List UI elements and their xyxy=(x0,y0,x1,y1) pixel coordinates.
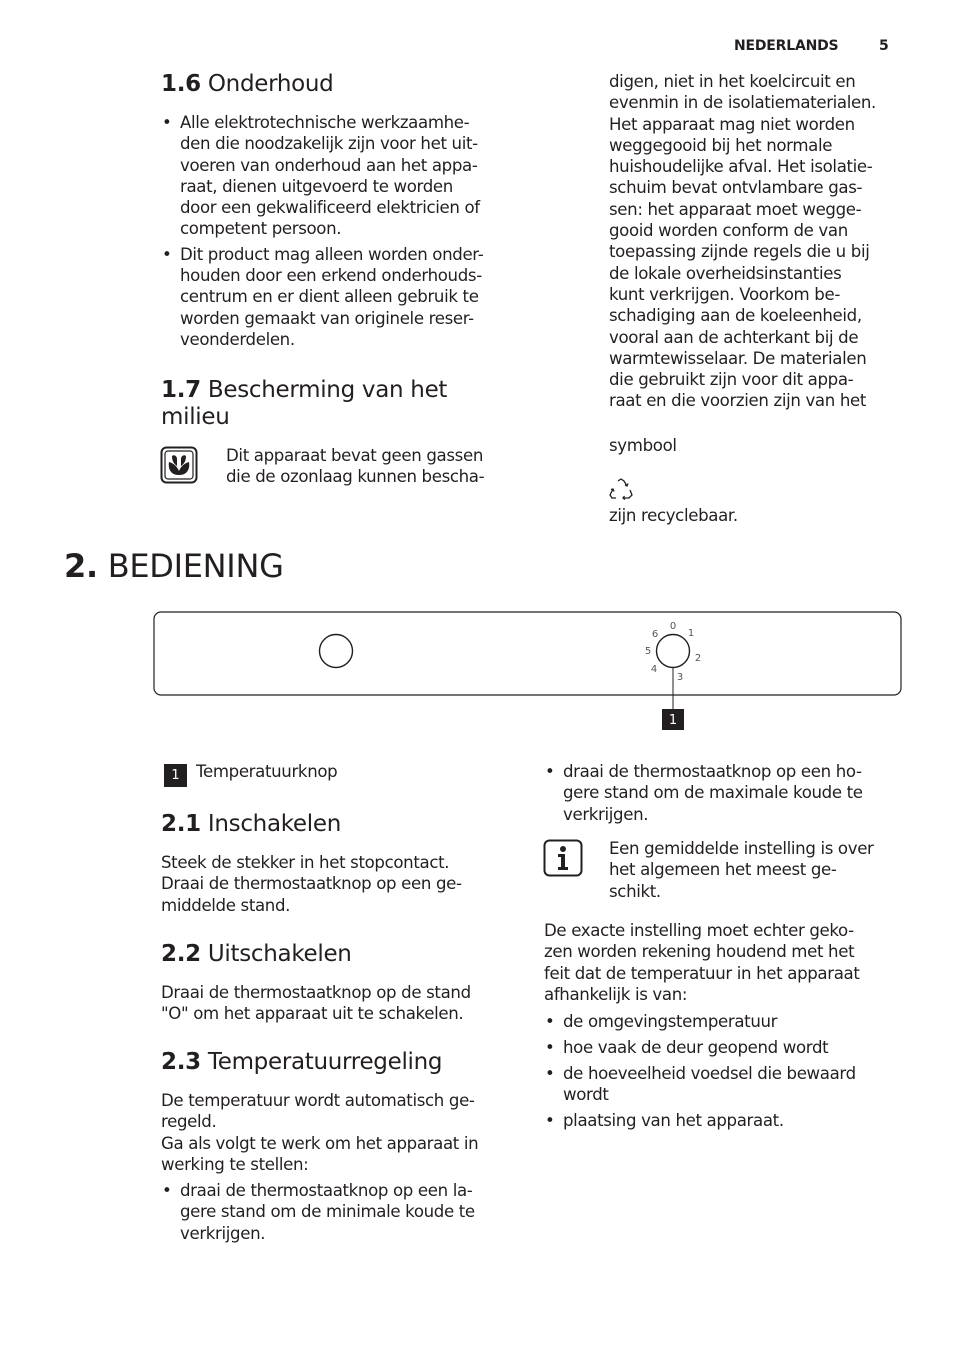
callout-number: 1 xyxy=(668,713,678,728)
environment-note-continued: digen, niet in het koelcircuit en evenmin in de isolatiematerialen. Het apparaat mag niet worden weggegooid bij het normale huishoudelijke afval. Het isolatie- schuim bevat ontvlambare gas- sen: het apparaat moet wegge- gooid worden conform de van toepassing zijnde regels die u bij de lokale overheidsinstanties kunt verkrijgen. Voorkom be- schadiging aan de koeleenheid, vooral aan de achterkant bij de warmtewisselaar. De materialen die gebruikt zijn voor dit appa- raat en die voorzien zijn van het xyxy=(609,72,876,411)
info-note: Een gemiddelde instelling is over het algemeen het meest ge- schikt. xyxy=(609,839,874,901)
list-item: • hoe vaak de deur geopend wordt xyxy=(544,1037,914,1058)
control-panel-diagram xyxy=(150,608,906,733)
factors-list xyxy=(544,1011,914,1131)
list-item: • de omgevingstemperatuur xyxy=(544,1011,914,1032)
legend-label: Temperatuurknop xyxy=(196,762,338,781)
section-title: Inschakelen xyxy=(207,811,342,837)
list-item: • draai de thermostaatknop op een ho- gere stand om de maximale koude te verkrijgen. xyxy=(544,761,914,825)
temperature-list-left xyxy=(161,1180,531,1244)
section-1-7-heading xyxy=(161,377,447,431)
legend-number: 1 xyxy=(164,764,187,787)
thermostat-dial xyxy=(657,635,690,668)
dial-mark-6: 6 xyxy=(651,629,659,640)
temperature-list-right xyxy=(544,761,914,825)
factors-intro: De exacte instelling moet echter geko- zen worden rekening houdend met het feit dat de temperatuur in het apparaat afhankelijk is van: xyxy=(544,921,860,1004)
section-title: Onderhoud xyxy=(207,71,334,97)
dial-mark-3: 3 xyxy=(676,672,684,683)
dial-mark-0: 0 xyxy=(669,621,677,632)
page-number: 5 xyxy=(879,38,889,54)
section-2-1-heading xyxy=(161,811,341,838)
maintenance-list xyxy=(161,112,531,350)
dial-mark-2: 2 xyxy=(694,653,702,664)
chapter-heading xyxy=(64,548,284,584)
section-number: 2.1 xyxy=(161,811,201,837)
list-item: • Alle elektrotechnische werkzaamhe- den die noodzakelijk zijn voor het uit- voeren van onderhoud aan het appa- raat, dienen uitgevoerd te worden door een gekwalificeerd elektricien of competent persoon. xyxy=(161,112,531,240)
control-panel-outline xyxy=(154,612,901,695)
temperature-intro: De temperatuur wordt automatisch ge- regeld. Ga als volgt te werk om het apparaat in werking te stellen: xyxy=(161,1091,479,1174)
recycling-text-after: zijn recyclebaar. xyxy=(609,506,738,526)
recycling-text-before: symbool xyxy=(609,436,677,456)
info-icon xyxy=(543,839,583,877)
legend-badge xyxy=(164,764,187,787)
switch-off-text: Draai de thermostaatknop op de stand "O" om het apparaat uit te schakelen. xyxy=(161,983,471,1024)
list-item: • draai de thermostaatknop op een la- gere stand om de minimale koude te verkrijgen. xyxy=(161,1180,531,1244)
section-number: 2.2 xyxy=(161,941,201,967)
header-language: NEDERLANDS xyxy=(734,38,839,54)
section-number: 1.7 xyxy=(161,377,201,403)
section-title: Uitschakelen xyxy=(207,941,352,967)
section-2-2-heading xyxy=(161,941,352,968)
dial-mark-5: 5 xyxy=(644,646,652,657)
section-2-3-heading xyxy=(161,1049,442,1076)
environment-icon xyxy=(160,446,198,484)
list-item: • Dit product mag alleen worden onder- houden door een erkend onderhouds- centrum en er dient alleen gebruik te worden gemaakt van originele reser- veonderdelen. xyxy=(161,244,531,350)
section-number: 2.3 xyxy=(161,1049,201,1075)
chapter-title: BEDIENING xyxy=(107,547,284,585)
section-title: Temperatuurregeling xyxy=(207,1049,443,1075)
dial-mark-1: 1 xyxy=(687,628,695,639)
list-item: • de hoeveelheid voedsel die bewaard wordt xyxy=(544,1063,914,1106)
section-1-6-heading xyxy=(161,71,333,98)
switch-on-text: Steek de stekker in het stopcontact. Draai de thermostaatknop op een ge- middelde stand. xyxy=(161,853,462,915)
dial-mark-4: 4 xyxy=(650,664,658,675)
section-number: 1.6 xyxy=(161,71,201,97)
environment-note: Dit apparaat bevat geen gassen die de ozonlaag kunnen bescha- xyxy=(226,446,485,487)
chapter-number: 2. xyxy=(64,547,98,585)
list-item: • plaatsing van het apparaat. xyxy=(544,1110,914,1131)
recycling-line xyxy=(609,414,738,526)
section-title: Bescherming van het milieu xyxy=(161,377,448,430)
recycle-icon xyxy=(609,457,633,506)
indicator-light xyxy=(320,635,353,668)
